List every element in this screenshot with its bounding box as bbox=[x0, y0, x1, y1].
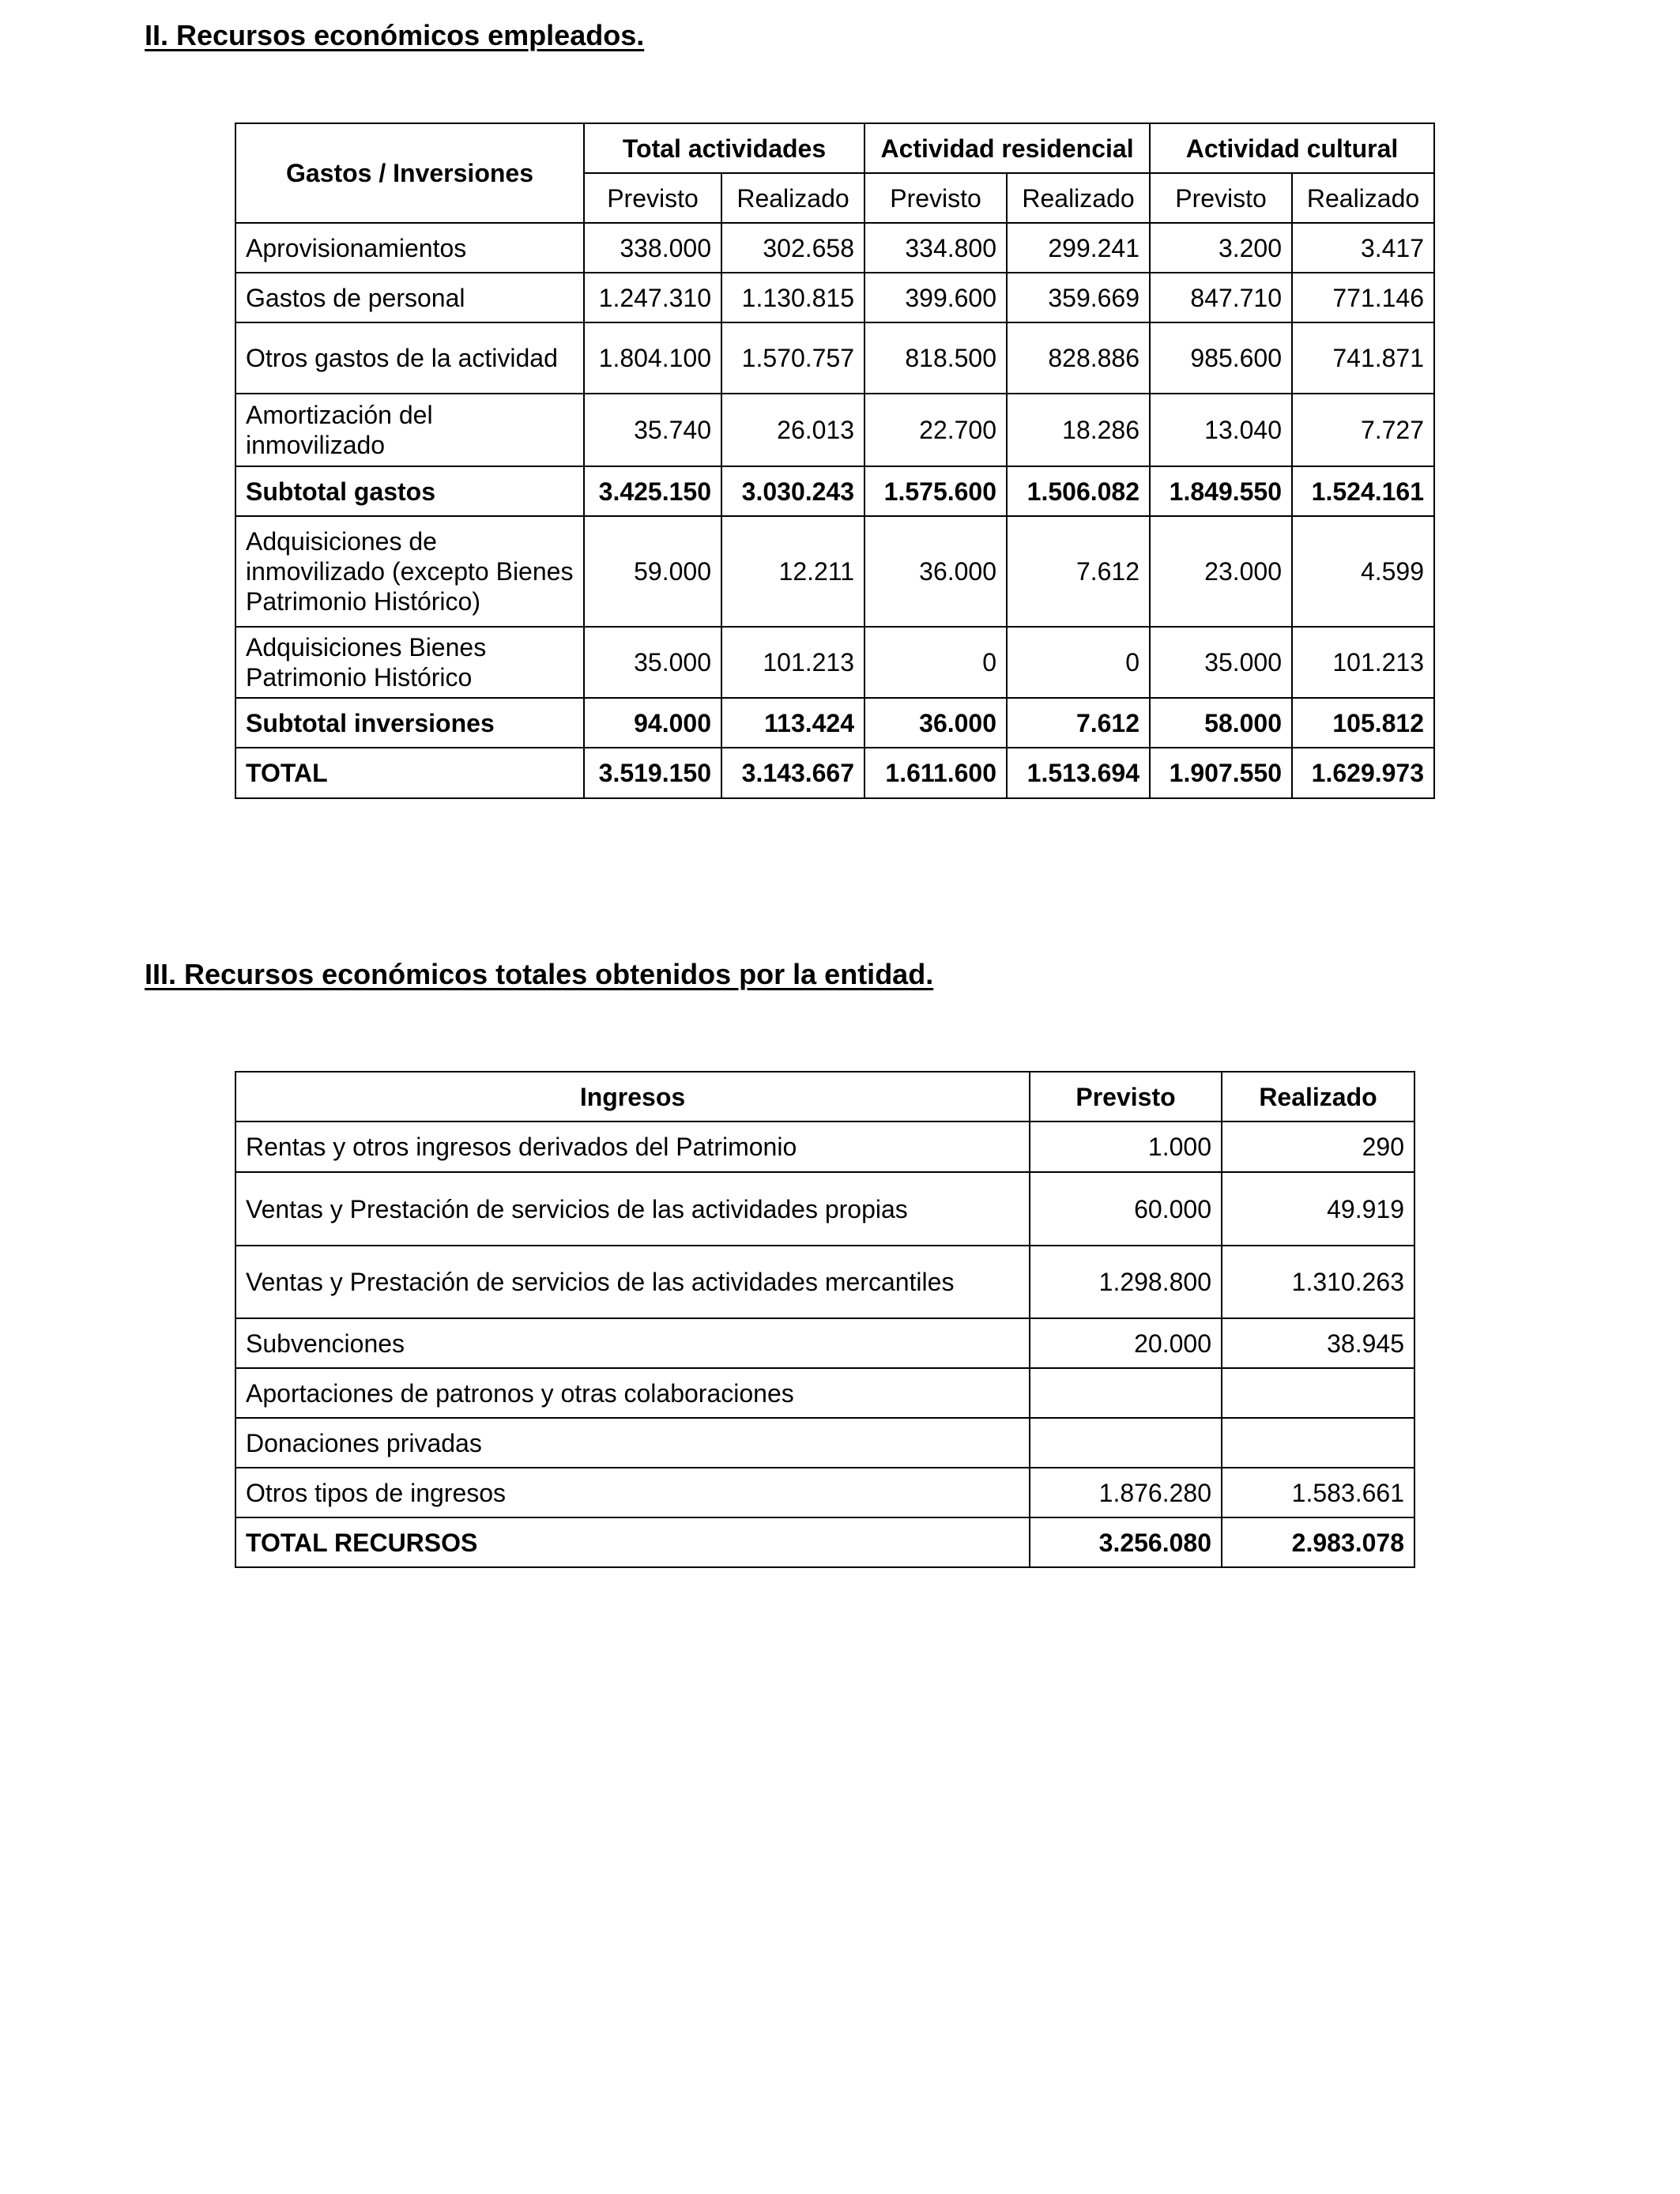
cell-realizado: 101.213 bbox=[721, 627, 864, 698]
expense-row-adquisiciones-bienes bbox=[235, 627, 1434, 698]
cell-previsto: 3.519.150 bbox=[584, 748, 721, 798]
cell-previsto: 36.000 bbox=[864, 698, 1007, 748]
cell-realizado: 113.424 bbox=[721, 698, 864, 748]
header-ingresos: Ingresos bbox=[235, 1072, 1030, 1122]
row-label: Adquisiciones Bienes Patrimonio Histórico bbox=[235, 627, 584, 698]
cell-realizado bbox=[1222, 1368, 1414, 1418]
row-label: TOTAL bbox=[235, 748, 584, 798]
income-row bbox=[235, 1468, 1414, 1517]
cell-previsto: 1.575.600 bbox=[864, 466, 1007, 516]
row-label: Gastos de personal bbox=[235, 273, 584, 322]
row-label: Ventas y Prestación de servicios de las actividades propias bbox=[235, 1172, 1030, 1246]
cell-previsto: 1.849.550 bbox=[1150, 466, 1292, 516]
cell-realizado: 299.241 bbox=[1007, 223, 1150, 273]
cell-realizado: 3.030.243 bbox=[721, 466, 864, 516]
cell-previsto: 985.600 bbox=[1150, 322, 1292, 394]
income-row bbox=[235, 1517, 1414, 1567]
cell-realizado: 0 bbox=[1007, 627, 1150, 698]
cell-realizado: 7.612 bbox=[1007, 698, 1150, 748]
cell-previsto: 35.000 bbox=[584, 627, 721, 698]
cell-previsto: 35.000 bbox=[1150, 627, 1292, 698]
cell-previsto bbox=[1030, 1368, 1222, 1418]
row-label: Subtotal inversiones bbox=[235, 698, 584, 748]
income-row bbox=[235, 1172, 1414, 1246]
cell-previsto: 35.740 bbox=[584, 394, 721, 466]
cell-realizado: 1.629.973 bbox=[1292, 748, 1434, 798]
row-label: Donaciones privadas bbox=[235, 1418, 1030, 1468]
cell-realizado: 4.599 bbox=[1292, 516, 1434, 627]
cell-realizado: 7.612 bbox=[1007, 516, 1150, 627]
cell-realizado: 12.211 bbox=[721, 516, 864, 627]
cell-previsto: 818.500 bbox=[864, 322, 1007, 394]
cell-previsto bbox=[1030, 1418, 1222, 1468]
cell-previsto: 60.000 bbox=[1030, 1172, 1222, 1246]
header-realizado: Realizado bbox=[1222, 1072, 1414, 1122]
cell-realizado: 101.213 bbox=[1292, 627, 1434, 698]
row-label: TOTAL RECURSOS bbox=[235, 1517, 1030, 1567]
cell-previsto: 1.876.280 bbox=[1030, 1468, 1222, 1517]
subheader-previsto: Previsto bbox=[584, 173, 721, 223]
row-label: Amortización del inmovilizado bbox=[235, 394, 584, 466]
cell-previsto: 20.000 bbox=[1030, 1318, 1222, 1368]
cell-realizado: 302.658 bbox=[721, 223, 864, 273]
income-row bbox=[235, 1318, 1414, 1368]
cell-realizado: 1.513.694 bbox=[1007, 748, 1150, 798]
cell-previsto: 36.000 bbox=[864, 516, 1007, 627]
subheader-previsto: Previsto bbox=[864, 173, 1007, 223]
row-label: Subtotal gastos bbox=[235, 466, 584, 516]
section-2-title: II. Recursos económicos empleados. bbox=[145, 19, 645, 51]
row-label: Rentas y otros ingresos derivados del Patrimonio bbox=[235, 1122, 1030, 1172]
cell-previsto: 58.000 bbox=[1150, 698, 1292, 748]
subheader-realizado: Realizado bbox=[1007, 173, 1150, 223]
cell-previsto: 399.600 bbox=[864, 273, 1007, 322]
cell-previsto: 3.425.150 bbox=[584, 466, 721, 516]
expense-row-subtotal-gastos bbox=[235, 466, 1434, 516]
cell-previsto: 338.000 bbox=[584, 223, 721, 273]
cell-realizado bbox=[1222, 1418, 1414, 1468]
subheader-realizado: Realizado bbox=[1292, 173, 1434, 223]
income-row bbox=[235, 1122, 1414, 1172]
expense-row-adquisiciones-inmovilizado bbox=[235, 516, 1434, 627]
row-label: Otros tipos de ingresos bbox=[235, 1468, 1030, 1517]
cell-realizado: 290 bbox=[1222, 1122, 1414, 1172]
cell-previsto: 13.040 bbox=[1150, 394, 1292, 466]
cell-realizado: 38.945 bbox=[1222, 1318, 1414, 1368]
row-label: Aprovisionamientos bbox=[235, 223, 584, 273]
expense-row-gastos-personal bbox=[235, 273, 1434, 322]
cell-previsto: 1.907.550 bbox=[1150, 748, 1292, 798]
group-header-total: Total actividades bbox=[584, 123, 864, 173]
group-header-residencial: Actividad residencial bbox=[864, 123, 1150, 173]
cell-previsto: 1.804.100 bbox=[584, 322, 721, 394]
cell-previsto: 23.000 bbox=[1150, 516, 1292, 627]
cell-previsto: 3.256.080 bbox=[1030, 1517, 1222, 1567]
cell-realizado: 359.669 bbox=[1007, 273, 1150, 322]
cell-realizado: 18.286 bbox=[1007, 394, 1150, 466]
income-row bbox=[235, 1368, 1414, 1418]
cell-realizado: 105.812 bbox=[1292, 698, 1434, 748]
cell-realizado: 741.871 bbox=[1292, 322, 1434, 394]
expense-row-aprovisionamientos bbox=[235, 223, 1434, 273]
row-label: Adquisiciones de inmovilizado (excepto Bienes Patrimonio Histórico) bbox=[235, 516, 584, 627]
expense-row-otros-gastos bbox=[235, 322, 1434, 394]
cell-previsto: 1.611.600 bbox=[864, 748, 1007, 798]
cell-realizado: 49.919 bbox=[1222, 1172, 1414, 1246]
cell-realizado: 1.506.082 bbox=[1007, 466, 1150, 516]
cell-previsto: 1.298.800 bbox=[1030, 1246, 1222, 1318]
cell-previsto: 1.000 bbox=[1030, 1122, 1222, 1172]
expense-row-amortizacion bbox=[235, 394, 1434, 466]
expenses-table bbox=[235, 123, 1435, 799]
cell-realizado: 1.310.263 bbox=[1222, 1246, 1414, 1318]
corner-header: Gastos / Inversiones bbox=[235, 123, 584, 223]
cell-realizado: 828.886 bbox=[1007, 322, 1150, 394]
section-3-title: III. Recursos económicos totales obtenidos por la entidad. bbox=[145, 958, 934, 990]
cell-realizado: 2.983.078 bbox=[1222, 1517, 1414, 1567]
expense-row-total bbox=[235, 748, 1434, 798]
cell-previsto: 847.710 bbox=[1150, 273, 1292, 322]
cell-previsto: 59.000 bbox=[584, 516, 721, 627]
cell-realizado: 1.570.757 bbox=[721, 322, 864, 394]
cell-previsto: 0 bbox=[864, 627, 1007, 698]
income-row bbox=[235, 1246, 1414, 1318]
income-row bbox=[235, 1418, 1414, 1468]
row-label: Aportaciones de patronos y otras colaboraciones bbox=[235, 1368, 1030, 1418]
header-previsto: Previsto bbox=[1030, 1072, 1222, 1122]
cell-realizado: 1.130.815 bbox=[721, 273, 864, 322]
row-label: Ventas y Prestación de servicios de las actividades mercantiles bbox=[235, 1246, 1030, 1318]
cell-previsto: 22.700 bbox=[864, 394, 1007, 466]
cell-previsto: 1.247.310 bbox=[584, 273, 721, 322]
cell-realizado: 3.143.667 bbox=[721, 748, 864, 798]
expense-row-subtotal-inversiones bbox=[235, 698, 1434, 748]
cell-realizado: 771.146 bbox=[1292, 273, 1434, 322]
row-label: Otros gastos de la actividad bbox=[235, 322, 584, 394]
cell-realizado: 1.524.161 bbox=[1292, 466, 1434, 516]
cell-previsto: 3.200 bbox=[1150, 223, 1292, 273]
subheader-previsto: Previsto bbox=[1150, 173, 1292, 223]
row-label: Subvenciones bbox=[235, 1318, 1030, 1368]
cell-realizado: 3.417 bbox=[1292, 223, 1434, 273]
cell-realizado: 1.583.661 bbox=[1222, 1468, 1414, 1517]
income-table bbox=[235, 1071, 1415, 1568]
cell-realizado: 7.727 bbox=[1292, 394, 1434, 466]
group-header-cultural: Actividad cultural bbox=[1150, 123, 1434, 173]
cell-realizado: 26.013 bbox=[721, 394, 864, 466]
subheader-realizado: Realizado bbox=[721, 173, 864, 223]
cell-previsto: 334.800 bbox=[864, 223, 1007, 273]
cell-previsto: 94.000 bbox=[584, 698, 721, 748]
